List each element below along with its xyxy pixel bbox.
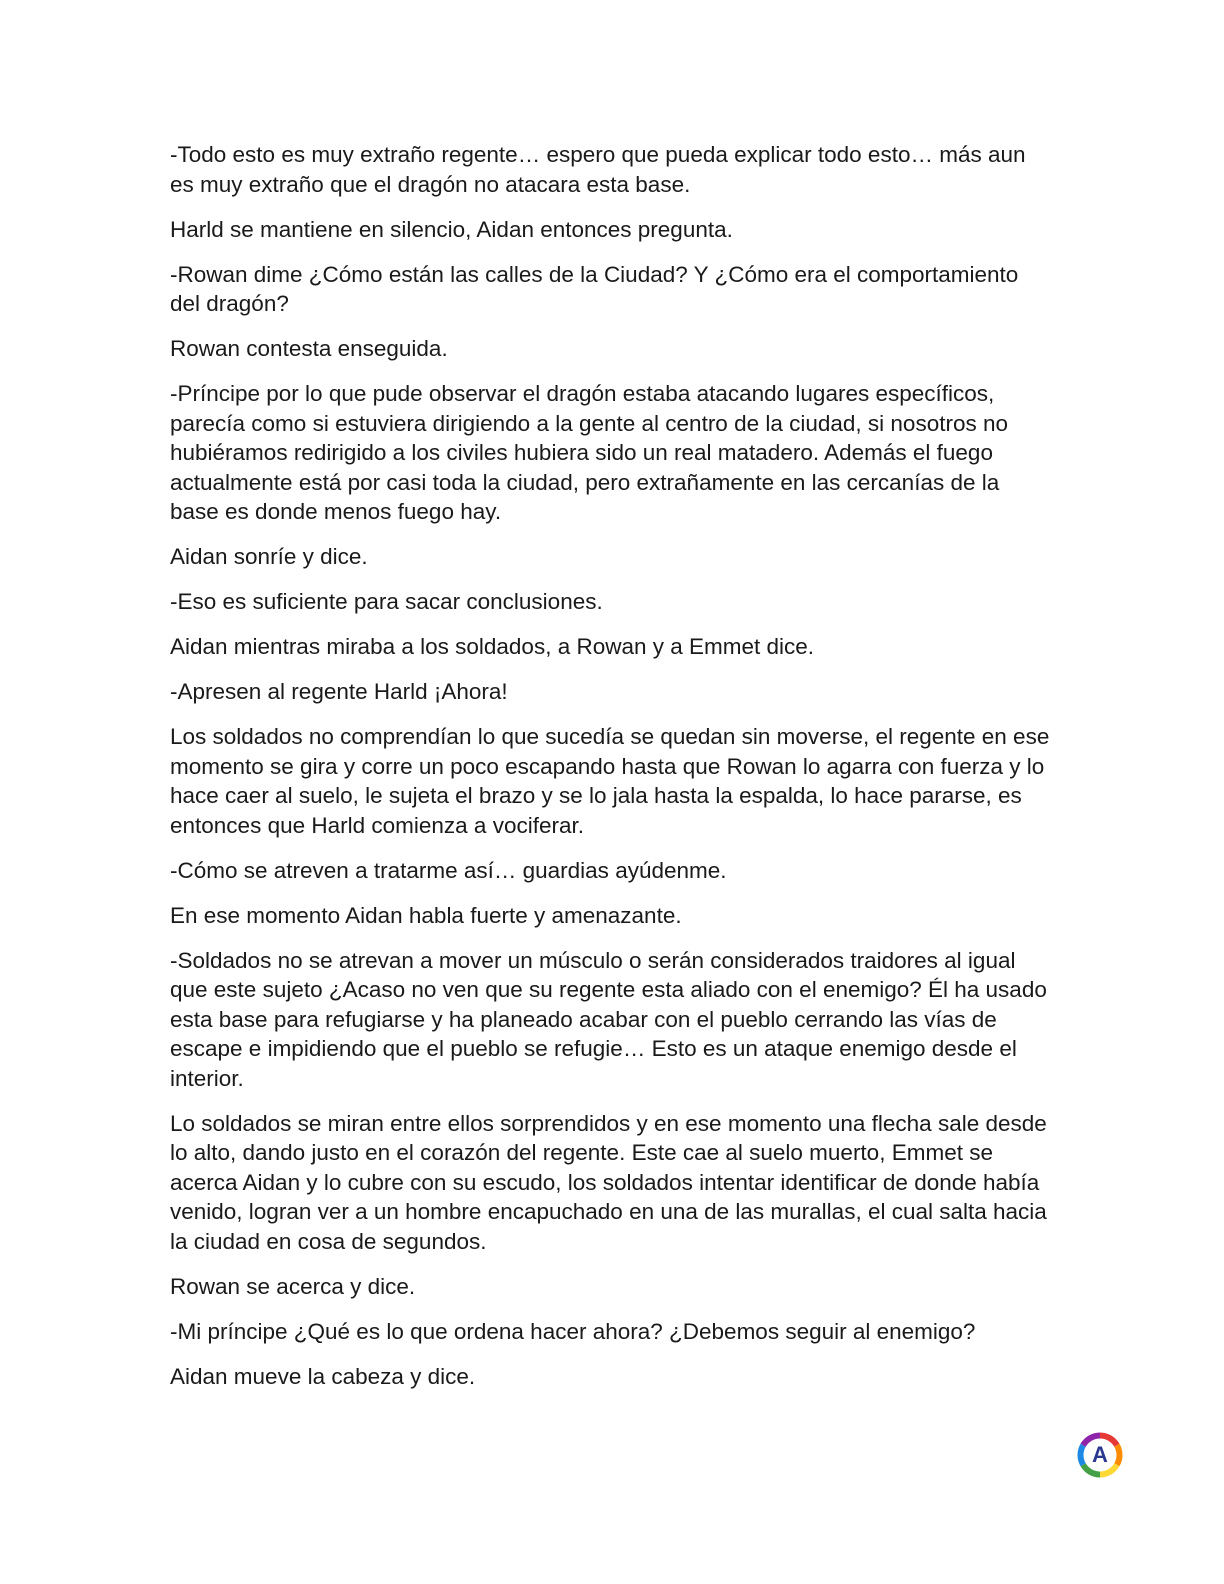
- page-body: [170, 140, 1050, 1407]
- paragraph: Lo soldados se miran entre ellos sorprendidos y en ese momento una flecha sale desde lo alto, dando justo en el corazón del regente. Este cae al suelo muerto, Emmet se acerca Aidan y lo cubre con su escudo, los soldados intentar identificar de donde había venido, logran ver a un hombre encapuchado en una de las murallas, el cual salta hacia la ciudad en cosa de segundos.: [170, 1110, 1047, 1254]
- paragraph: Rowan contesta enseguida.: [170, 336, 448, 361]
- paragraph: -Soldados no se atrevan a mover un músculo o serán considerados traidores al igual que este sujeto ¿Acaso no ven que su regente esta aliado con el enemigo? Él ha usado esta base para refugiarse y ha planeado acabar con el pueblo cerrando las vías de escape e impidiendo que el pueblo se refugie… Esto es un ataque enemigo desde el interior.: [170, 947, 1047, 1091]
- paragraph: Rowan se acerca y dice.: [170, 1273, 416, 1299]
- paragraph: Aidan mueve la cabeza y dice.: [170, 1363, 476, 1389]
- paragraph: -Apresen al regente Harld ¡Ahora!: [170, 679, 508, 704]
- letter-a-ring-logo-icon: [1076, 1431, 1124, 1479]
- paragraph: Los soldados no comprendían lo que sucedía se quedan sin moverse, el regente en ese momento se gira y corre un poco escapando hasta que Rowan lo agarra con fuerza y lo hace caer al suelo, le sujeta el brazo y se lo jala hasta la espalda, lo hace pararse, es entonces que Harld comienza a vociferar.: [170, 724, 1050, 838]
- paragraph: -Príncipe por lo que pude observar el dragón estaba atacando lugares específicos, parecía como si estuviera dirigiendo a la gente al centro de la ciudad, si nosotros no hubiéramos redirigido a los civiles hubiera sido un real matadero. Además el fuego actualmente está por casi toda la ciudad, pero extrañamente en las cercanías de la base es donde menos fuego hay.: [170, 381, 1008, 524]
- paragraph: -Todo esto es muy extraño regente… espero que pueda explicar todo esto… más aun es muy extraño que el dragón no atacara esta base.: [170, 142, 1026, 197]
- paragraph: Aidan mientras miraba a los soldados, a Rowan y a Emmet dice.: [170, 634, 815, 659]
- logo-letter: A: [1092, 1442, 1108, 1467]
- logo-ring-segment: [1081, 1445, 1084, 1465]
- logo-ring-segment: [1117, 1445, 1120, 1465]
- paragraph: -Rowan dime ¿Cómo están las calles de la Ciudad? Y ¿Cómo era el comportamiento del dragón?: [170, 261, 1019, 316]
- paragraph: -Eso es suficiente para sacar conclusiones.: [170, 589, 603, 614]
- paragraph: -Cómo se atreven a tratarme así… guardias ayúdenme.: [170, 857, 727, 883]
- paragraph: Harld se mantiene en silencio, Aidan entonces pregunta.: [170, 216, 733, 242]
- paragraph: Aidan sonríe y dice.: [170, 544, 368, 569]
- paragraph: En ese momento Aidan habla fuerte y amenazante.: [170, 902, 682, 928]
- paragraph: -Mi príncipe ¿Qué es lo que ordena hacer ahora? ¿Debemos seguir al enemigo?: [170, 1318, 976, 1344]
